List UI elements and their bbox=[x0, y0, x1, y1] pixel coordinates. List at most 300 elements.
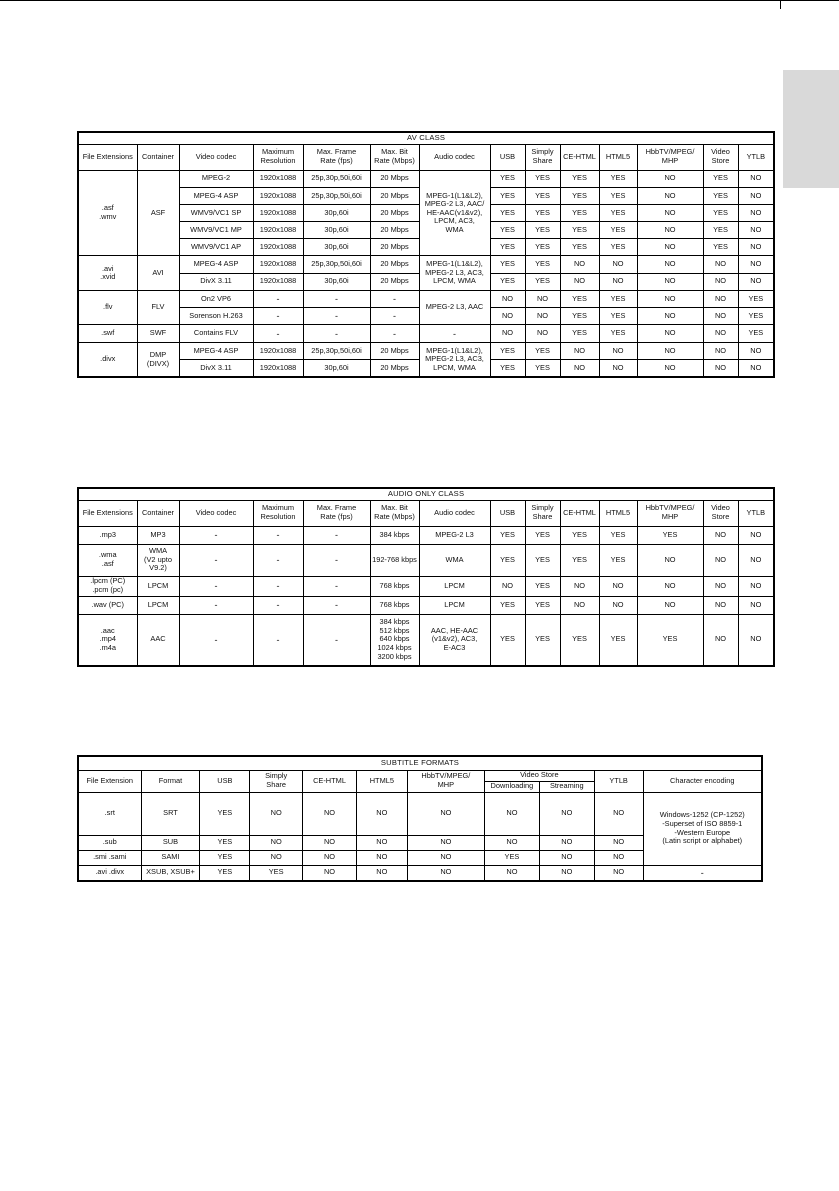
res-cell: - bbox=[253, 325, 303, 343]
audio-codec-cell: - bbox=[419, 325, 490, 343]
support-cell: YES bbox=[599, 290, 637, 307]
support-cell: NO bbox=[484, 792, 539, 835]
support-cell: YES bbox=[637, 614, 703, 666]
support-cell: YES bbox=[490, 360, 525, 377]
support-cell: NO bbox=[356, 865, 407, 881]
support-cell: YES bbox=[490, 273, 525, 290]
support-cell: NO bbox=[539, 865, 594, 881]
res-cell: - bbox=[253, 614, 303, 666]
support-cell: YES bbox=[599, 526, 637, 544]
support-cell: NO bbox=[637, 343, 703, 360]
support-cell: YES bbox=[525, 273, 560, 290]
support-cell: NO bbox=[637, 273, 703, 290]
table-row bbox=[78, 792, 762, 835]
support-cell: YES bbox=[560, 544, 599, 576]
sub-header-format: Format bbox=[141, 770, 200, 792]
support-cell: YES bbox=[599, 170, 637, 187]
container-cell: MP3 bbox=[137, 526, 179, 544]
table-row bbox=[78, 256, 774, 273]
table-row bbox=[78, 170, 774, 187]
file-extension-cell: .wma .asf bbox=[78, 544, 137, 576]
support-cell: YES bbox=[599, 544, 637, 576]
support-cell: NO bbox=[738, 187, 774, 204]
file-extension-cell: .sub bbox=[78, 835, 141, 850]
support-cell: YES bbox=[703, 239, 738, 256]
video-codec-cell: Sorenson H.263 bbox=[179, 308, 253, 325]
video-codec-cell: On2 VP6 bbox=[179, 290, 253, 307]
audio-only-class-table bbox=[77, 487, 775, 667]
support-cell: NO bbox=[637, 170, 703, 187]
audio-header-ytlb: YTLB bbox=[738, 500, 774, 526]
support-cell: NO bbox=[637, 222, 703, 239]
av-class-title: AV CLASS bbox=[78, 132, 774, 144]
support-cell: NO bbox=[637, 596, 703, 614]
audio-header-video-store: Video Store bbox=[703, 500, 738, 526]
support-cell: YES bbox=[490, 596, 525, 614]
support-cell: YES bbox=[490, 239, 525, 256]
support-cell: NO bbox=[703, 526, 738, 544]
support-cell: NO bbox=[637, 187, 703, 204]
page-top-rule bbox=[0, 0, 839, 1]
table-row bbox=[78, 544, 774, 576]
audio-codec-cell: MPEG-1(L1&L2), MPEG-2 L3, AC3, LPCM, WMA bbox=[419, 256, 490, 290]
support-cell: NO bbox=[599, 596, 637, 614]
support-cell: YES bbox=[599, 239, 637, 256]
bit-cell: - bbox=[370, 290, 419, 307]
sub-header-usb: USB bbox=[200, 770, 250, 792]
support-cell: YES bbox=[200, 792, 250, 835]
file-extension-cell: .srt bbox=[78, 792, 141, 835]
support-cell: NO bbox=[738, 614, 774, 666]
res-cell: 1920x1088 bbox=[253, 239, 303, 256]
character-encoding-cell: Windows-1252 (CP-1252) -Superset of ISO 8859-1 -Western Europe (Latin script or alphabet) bbox=[643, 792, 762, 865]
audio-only-class-title: AUDIO ONLY CLASS bbox=[78, 488, 774, 500]
audio-header-maximum-resolution: Maximum Resolution bbox=[253, 500, 303, 526]
container-cell: WMA (V2 upto V9.2) bbox=[137, 544, 179, 576]
fps-cell: 25p,30p,50i,60i bbox=[303, 256, 370, 273]
container-cell: AAC bbox=[137, 614, 179, 666]
support-cell: YES bbox=[490, 526, 525, 544]
video-codec-cell: WMV9/VC1 SP bbox=[179, 204, 253, 221]
sub-header-ce-html: CE-HTML bbox=[303, 770, 357, 792]
fps-cell: 30p,60i bbox=[303, 239, 370, 256]
av-header-max-bit-rate-mbps: Max. Bit Rate (Mbps) bbox=[370, 144, 419, 170]
support-cell: YES bbox=[490, 204, 525, 221]
support-cell: YES bbox=[560, 239, 599, 256]
support-cell: NO bbox=[594, 792, 643, 835]
support-cell: NO bbox=[250, 850, 303, 865]
fps-cell: - bbox=[303, 576, 370, 596]
subtitle-formats-title: SUBTITLE FORMATS bbox=[78, 756, 762, 770]
res-cell: - bbox=[253, 596, 303, 614]
support-cell: YES bbox=[560, 222, 599, 239]
audio-header-usb: USB bbox=[490, 500, 525, 526]
fps-cell: 25p,30p,50i,60i bbox=[303, 187, 370, 204]
res-cell: 1920x1088 bbox=[253, 360, 303, 377]
support-cell: YES bbox=[525, 343, 560, 360]
av-class-table bbox=[77, 131, 775, 378]
support-cell: NO bbox=[560, 256, 599, 273]
bit-cell: 20 Mbps bbox=[370, 360, 419, 377]
res-cell: 1920x1088 bbox=[253, 187, 303, 204]
fps-cell: - bbox=[303, 596, 370, 614]
video-codec-cell: MPEG-4 ASP bbox=[179, 256, 253, 273]
support-cell: NO bbox=[703, 273, 738, 290]
av-header-html5: HTML5 bbox=[599, 144, 637, 170]
support-cell: NO bbox=[637, 256, 703, 273]
support-cell: NO bbox=[637, 325, 703, 343]
support-cell: NO bbox=[484, 865, 539, 881]
video-codec-cell: MPEG-4 ASP bbox=[179, 187, 253, 204]
bit-rate-cell: 384 kbps bbox=[370, 526, 419, 544]
file-extension-cell: .asf .wmv bbox=[78, 170, 137, 256]
fps-cell: - bbox=[303, 325, 370, 343]
av-header-simply-share: Simply Share bbox=[525, 144, 560, 170]
support-cell: NO bbox=[303, 792, 357, 835]
support-cell: NO bbox=[738, 170, 774, 187]
res-cell: - bbox=[253, 544, 303, 576]
av-header-max-frame-rate-fps: Max. Frame Rate (fps) bbox=[303, 144, 370, 170]
support-cell: YES bbox=[490, 614, 525, 666]
support-cell: NO bbox=[490, 325, 525, 343]
table-row bbox=[78, 614, 774, 666]
support-cell: NO bbox=[738, 596, 774, 614]
av-header-maximum-resolution: Maximum Resolution bbox=[253, 144, 303, 170]
bit-cell: 20 Mbps bbox=[370, 170, 419, 187]
res-cell: 1920x1088 bbox=[253, 204, 303, 221]
res-cell: - bbox=[253, 308, 303, 325]
table-row bbox=[78, 596, 774, 614]
audio-codec-cell: MPEG-2 L3 bbox=[419, 526, 490, 544]
support-cell: NO bbox=[738, 544, 774, 576]
support-cell: NO bbox=[738, 343, 774, 360]
bit-cell: 20 Mbps bbox=[370, 239, 419, 256]
sub-header-character-encoding: Character encoding bbox=[643, 770, 762, 792]
character-encoding-cell: - bbox=[643, 865, 762, 881]
support-cell: NO bbox=[407, 792, 484, 835]
chapter-side-tab bbox=[783, 70, 839, 188]
fps-cell: 30p,60i bbox=[303, 273, 370, 290]
res-cell: 1920x1088 bbox=[253, 222, 303, 239]
audio-codec-cell: MPEG-1(L1&L2), MPEG-2 L3, AC3, LPCM, WMA bbox=[419, 343, 490, 377]
audio-header-ce-html: CE-HTML bbox=[560, 500, 599, 526]
support-cell: YES bbox=[703, 222, 738, 239]
file-extension-cell: .smi .sami bbox=[78, 850, 141, 865]
audio-codec-cell: AAC, HE-AAC (v1&v2), AC3, E-AC3 bbox=[419, 614, 490, 666]
bit-rate-cell: 192-768 kbps bbox=[370, 544, 419, 576]
support-cell: NO bbox=[703, 544, 738, 576]
support-cell: YES bbox=[200, 865, 250, 881]
container-cell: AVI bbox=[137, 256, 179, 290]
av-header-audio-codec: Audio codec bbox=[419, 144, 490, 170]
support-cell: NO bbox=[637, 544, 703, 576]
support-cell: YES bbox=[490, 544, 525, 576]
support-cell: NO bbox=[703, 596, 738, 614]
audio-codec-cell: WMA bbox=[419, 544, 490, 576]
sub-header-streaming: Streaming bbox=[539, 781, 594, 792]
fps-cell: - bbox=[303, 544, 370, 576]
support-cell: NO bbox=[599, 343, 637, 360]
container-cell: ASF bbox=[137, 170, 179, 256]
support-cell: YES bbox=[703, 187, 738, 204]
support-cell: YES bbox=[525, 204, 560, 221]
support-cell: NO bbox=[490, 290, 525, 307]
support-cell: YES bbox=[560, 526, 599, 544]
av-header-container: Container bbox=[137, 144, 179, 170]
container-cell: SWF bbox=[137, 325, 179, 343]
av-header-video-store: Video Store bbox=[703, 144, 738, 170]
sub-header-extension: File Extension bbox=[78, 770, 141, 792]
codec-cell: - bbox=[179, 576, 253, 596]
container-cell: LPCM bbox=[137, 576, 179, 596]
bit-rate-cell: 768 kbps bbox=[370, 596, 419, 614]
support-cell: NO bbox=[637, 576, 703, 596]
fps-cell: 25p,30p,50i,60i bbox=[303, 170, 370, 187]
format-cell: SRT bbox=[141, 792, 200, 835]
support-cell: YES bbox=[490, 222, 525, 239]
codec-cell: - bbox=[179, 526, 253, 544]
bit-cell: 20 Mbps bbox=[370, 222, 419, 239]
sub-header-video-store: Video Store bbox=[484, 770, 594, 781]
audio-header-hbbtv-mpeg-mhp: HbbTV/MPEG/ MHP bbox=[637, 500, 703, 526]
audio-header-max-frame-rate-fps: Max. Frame Rate (fps) bbox=[303, 500, 370, 526]
file-extension-cell: .divx bbox=[78, 343, 137, 377]
audio-header-container: Container bbox=[137, 500, 179, 526]
support-cell: NO bbox=[539, 792, 594, 835]
support-cell: NO bbox=[738, 239, 774, 256]
support-cell: NO bbox=[738, 360, 774, 377]
support-cell: NO bbox=[738, 273, 774, 290]
res-cell: - bbox=[253, 576, 303, 596]
support-cell: NO bbox=[637, 204, 703, 221]
support-cell: NO bbox=[407, 835, 484, 850]
video-codec-cell: DivX 3.11 bbox=[179, 360, 253, 377]
bit-rate-cell: 384 kbps 512 kbps 640 kbps 1024 kbps 3200 kbps bbox=[370, 614, 419, 666]
table-row bbox=[78, 343, 774, 360]
fps-cell: - bbox=[303, 526, 370, 544]
support-cell: YES bbox=[738, 325, 774, 343]
format-cell: XSUB, XSUB+ bbox=[141, 865, 200, 881]
support-cell: YES bbox=[490, 343, 525, 360]
support-cell: NO bbox=[637, 239, 703, 256]
support-cell: YES bbox=[525, 576, 560, 596]
support-cell: YES bbox=[525, 614, 560, 666]
format-cell: SAMI bbox=[141, 850, 200, 865]
support-cell: NO bbox=[703, 308, 738, 325]
support-cell: NO bbox=[525, 290, 560, 307]
support-cell: YES bbox=[525, 256, 560, 273]
support-cell: NO bbox=[490, 576, 525, 596]
bit-cell: 20 Mbps bbox=[370, 273, 419, 290]
support-cell: YES bbox=[250, 865, 303, 881]
support-cell: NO bbox=[250, 835, 303, 850]
support-cell: YES bbox=[560, 614, 599, 666]
sub-header-hbbtv: HbbTV/MPEG/ MHP bbox=[407, 770, 484, 792]
support-cell: YES bbox=[599, 308, 637, 325]
support-cell: NO bbox=[560, 576, 599, 596]
audio-header-max-bit-rate-mbps: Max. Bit Rate (Mbps) bbox=[370, 500, 419, 526]
codec-cell: - bbox=[179, 544, 253, 576]
support-cell: YES bbox=[560, 204, 599, 221]
support-cell: NO bbox=[637, 290, 703, 307]
support-cell: NO bbox=[703, 576, 738, 596]
support-cell: NO bbox=[703, 614, 738, 666]
support-cell: YES bbox=[560, 187, 599, 204]
audio-header-simply-share: Simply Share bbox=[525, 500, 560, 526]
sub-header-html5: HTML5 bbox=[356, 770, 407, 792]
table-row bbox=[78, 526, 774, 544]
support-cell: YES bbox=[738, 308, 774, 325]
audio-codec-cell: LPCM bbox=[419, 576, 490, 596]
support-cell: NO bbox=[703, 343, 738, 360]
support-cell: YES bbox=[738, 290, 774, 307]
res-cell: - bbox=[253, 290, 303, 307]
support-cell: NO bbox=[703, 290, 738, 307]
bit-cell: 20 Mbps bbox=[370, 204, 419, 221]
support-cell: NO bbox=[407, 850, 484, 865]
support-cell: YES bbox=[200, 835, 250, 850]
file-extension-cell: .aac .mp4 .m4a bbox=[78, 614, 137, 666]
support-cell: NO bbox=[703, 325, 738, 343]
support-cell: NO bbox=[525, 308, 560, 325]
support-cell: NO bbox=[599, 360, 637, 377]
res-cell: 1920x1088 bbox=[253, 170, 303, 187]
file-extension-cell: .avi .xvid bbox=[78, 256, 137, 290]
sub-header-simply-share: Simply Share bbox=[250, 770, 303, 792]
file-extension-cell: .mp3 bbox=[78, 526, 137, 544]
support-cell: NO bbox=[738, 256, 774, 273]
support-cell: YES bbox=[525, 187, 560, 204]
support-cell: NO bbox=[738, 576, 774, 596]
audio-codec-cell: MPEG-1(L1&L2), MPEG-2 L3, AAC/ HE-AAC(v1&v2), LPCM, AC3, WMA bbox=[419, 170, 490, 256]
support-cell: YES bbox=[490, 170, 525, 187]
video-codec-cell: WMV9/VC1 AP bbox=[179, 239, 253, 256]
support-cell: NO bbox=[637, 360, 703, 377]
support-cell: YES bbox=[703, 204, 738, 221]
sub-header-downloading: Downloading bbox=[484, 781, 539, 792]
support-cell: NO bbox=[599, 576, 637, 596]
file-extension-cell: .lpcm (PC) .pcm (pc) bbox=[78, 576, 137, 596]
support-cell: NO bbox=[594, 835, 643, 850]
av-header-usb: USB bbox=[490, 144, 525, 170]
support-cell: YES bbox=[490, 256, 525, 273]
support-cell: NO bbox=[484, 835, 539, 850]
bit-cell: 20 Mbps bbox=[370, 187, 419, 204]
support-cell: NO bbox=[303, 835, 357, 850]
codec-cell: - bbox=[179, 614, 253, 666]
support-cell: YES bbox=[599, 325, 637, 343]
support-cell: YES bbox=[525, 526, 560, 544]
support-cell: NO bbox=[738, 526, 774, 544]
video-codec-cell: MPEG-2 bbox=[179, 170, 253, 187]
format-cell: SUB bbox=[141, 835, 200, 850]
support-cell: YES bbox=[637, 526, 703, 544]
bit-rate-cell: 768 kbps bbox=[370, 576, 419, 596]
fps-cell: 30p,60i bbox=[303, 360, 370, 377]
support-cell: YES bbox=[560, 308, 599, 325]
support-cell: YES bbox=[525, 360, 560, 377]
audio-header-file-extensions: File Extensions bbox=[78, 500, 137, 526]
support-cell: NO bbox=[594, 850, 643, 865]
table-row bbox=[78, 325, 774, 343]
file-extension-cell: .avi .divx bbox=[78, 865, 141, 881]
support-cell: YES bbox=[200, 850, 250, 865]
support-cell: NO bbox=[560, 360, 599, 377]
av-header-video-codec: Video codec bbox=[179, 144, 253, 170]
support-cell: NO bbox=[250, 792, 303, 835]
bit-cell: 20 Mbps bbox=[370, 343, 419, 360]
video-codec-cell: MPEG-4 ASP bbox=[179, 343, 253, 360]
video-codec-cell: Contains FLV bbox=[179, 325, 253, 343]
fps-cell: - bbox=[303, 614, 370, 666]
file-extension-cell: .swf bbox=[78, 325, 137, 343]
fps-cell: 25p,30p,50i,60i bbox=[303, 343, 370, 360]
audio-codec-cell: LPCM bbox=[419, 596, 490, 614]
audio-header-html5: HTML5 bbox=[599, 500, 637, 526]
support-cell: YES bbox=[599, 187, 637, 204]
file-extension-cell: .wav (PC) bbox=[78, 596, 137, 614]
table-row bbox=[78, 290, 774, 307]
fps-cell: - bbox=[303, 308, 370, 325]
support-cell: NO bbox=[525, 325, 560, 343]
support-cell: NO bbox=[560, 596, 599, 614]
subtitle-formats-table bbox=[77, 755, 763, 882]
file-extension-cell: .flv bbox=[78, 290, 137, 324]
support-cell: NO bbox=[594, 865, 643, 881]
fps-cell: 30p,60i bbox=[303, 204, 370, 221]
fps-cell: 30p,60i bbox=[303, 222, 370, 239]
support-cell: NO bbox=[560, 343, 599, 360]
page-crop-mark bbox=[780, 0, 781, 9]
video-codec-cell: DivX 3.11 bbox=[179, 273, 253, 290]
support-cell: YES bbox=[525, 222, 560, 239]
support-cell: NO bbox=[407, 865, 484, 881]
fps-cell: - bbox=[303, 290, 370, 307]
bit-cell: - bbox=[370, 308, 419, 325]
av-header-ytlb: YTLB bbox=[738, 144, 774, 170]
container-cell: LPCM bbox=[137, 596, 179, 614]
audio-header-video-codec: Video codec bbox=[179, 500, 253, 526]
audio-header-audio-codec: Audio codec bbox=[419, 500, 490, 526]
sub-header-ytlb: YTLB bbox=[594, 770, 643, 792]
support-cell: YES bbox=[560, 170, 599, 187]
support-cell: YES bbox=[490, 187, 525, 204]
support-cell: YES bbox=[525, 239, 560, 256]
support-cell: YES bbox=[525, 596, 560, 614]
support-cell: NO bbox=[356, 792, 407, 835]
support-cell: NO bbox=[560, 273, 599, 290]
support-cell: NO bbox=[599, 273, 637, 290]
res-cell: 1920x1088 bbox=[253, 343, 303, 360]
video-codec-cell: WMV9/VC1 MP bbox=[179, 222, 253, 239]
codec-cell: - bbox=[179, 596, 253, 614]
support-cell: NO bbox=[490, 308, 525, 325]
support-cell: YES bbox=[599, 614, 637, 666]
av-header-file-extensions: File Extensions bbox=[78, 144, 137, 170]
av-header-ce-html: CE-HTML bbox=[560, 144, 599, 170]
support-cell: NO bbox=[539, 850, 594, 865]
bit-cell: - bbox=[370, 325, 419, 343]
support-cell: NO bbox=[599, 256, 637, 273]
support-cell: NO bbox=[703, 360, 738, 377]
table-row bbox=[78, 576, 774, 596]
support-cell: NO bbox=[738, 222, 774, 239]
support-cell: YES bbox=[525, 544, 560, 576]
support-cell: NO bbox=[539, 835, 594, 850]
support-cell: YES bbox=[599, 222, 637, 239]
table-row bbox=[78, 865, 762, 881]
support-cell: NO bbox=[637, 308, 703, 325]
